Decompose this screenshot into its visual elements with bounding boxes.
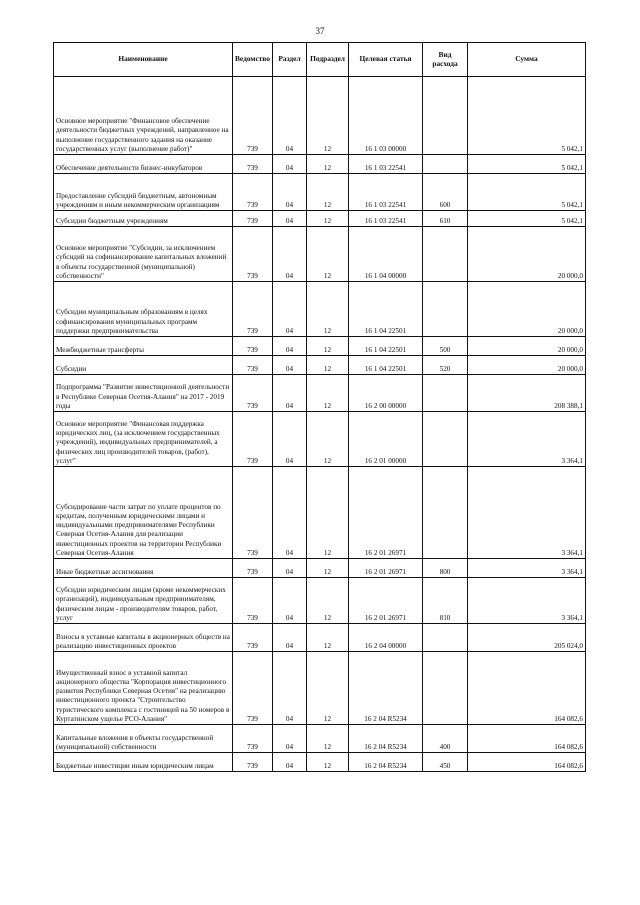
cell-sum: 5 042,1 — [468, 77, 586, 155]
table-row — [54, 211, 586, 227]
header-section: Раздел — [273, 43, 307, 77]
header-name: Наименование — [54, 43, 233, 77]
cell-target: 16 1 03 22541 — [349, 174, 423, 211]
cell-section: 04 — [273, 227, 307, 282]
cell-department: 739 — [233, 227, 273, 282]
cell-section: 04 — [273, 467, 307, 559]
cell-sum: 20 000,0 — [468, 337, 586, 356]
header-sum: Сумма — [468, 43, 586, 77]
table-row — [54, 227, 586, 282]
cell-subsection: 12 — [307, 412, 349, 467]
table-row — [54, 77, 586, 155]
table-row — [54, 375, 586, 412]
cell-subsection: 12 — [307, 227, 349, 282]
cell-subsection: 12 — [307, 155, 349, 174]
cell-section: 04 — [273, 77, 307, 155]
cell-expense-type — [423, 467, 468, 559]
cell-expense-type: 450 — [423, 753, 468, 772]
cell-department: 739 — [233, 356, 273, 375]
cell-target: 16 1 04 22501 — [349, 337, 423, 356]
cell-sum: 164 082,6 — [468, 753, 586, 772]
header-subsection: Подраздел — [307, 43, 349, 77]
cell-department: 739 — [233, 753, 273, 772]
cell-expense-type — [423, 77, 468, 155]
cell-name: Обеспечение деятельности бизнес-инкубаторов — [54, 155, 233, 174]
cell-section: 04 — [273, 412, 307, 467]
cell-name: Основное мероприятие "Финансовое обеспечение деятельности бюджетных учреждений, направленное на выполнение государственного задания на оказание государственных услуг (выполнение работ)" — [54, 77, 233, 155]
cell-subsection: 12 — [307, 337, 349, 356]
cell-name: Капитальные вложения в объекты государственной (муниципальной) собственности — [54, 725, 233, 753]
cell-department: 739 — [233, 725, 273, 753]
cell-name: Субсидирование части затрат по уплате процентов по кредитам, полученным юридическими лицами и индивидуальными предпринимателями Республики Северная Осетия-Алания для реализации инвестиционных проектов на территории Республики Северная Осетия-Алания — [54, 467, 233, 559]
table-row — [54, 155, 586, 174]
cell-expense-type — [423, 282, 468, 337]
cell-name: Бюджетные инвестиции иным юридическим лицам — [54, 753, 233, 772]
cell-sum: 3 364,1 — [468, 578, 586, 624]
cell-expense-type — [423, 652, 468, 725]
cell-department: 739 — [233, 174, 273, 211]
cell-expense-type — [423, 375, 468, 412]
cell-subsection: 12 — [307, 77, 349, 155]
cell-sum: 20 000,0 — [468, 356, 586, 375]
cell-section: 04 — [273, 282, 307, 337]
cell-expense-type: 520 — [423, 356, 468, 375]
header-expense-type: Вид расхода — [423, 43, 468, 77]
cell-sum: 20 000,0 — [468, 227, 586, 282]
cell-expense-type — [423, 227, 468, 282]
cell-section: 04 — [273, 725, 307, 753]
cell-expense-type: 810 — [423, 578, 468, 624]
cell-sum: 20 000,0 — [468, 282, 586, 337]
cell-subsection: 12 — [307, 559, 349, 578]
table-row — [54, 356, 586, 375]
table-row — [54, 412, 586, 467]
cell-subsection: 12 — [307, 211, 349, 227]
table-row — [54, 282, 586, 337]
cell-expense-type — [423, 155, 468, 174]
cell-name: Предоставление субсидий бюджетным, автономным учреждениям и иным некоммерческим организациям — [54, 174, 233, 211]
cell-subsection: 12 — [307, 356, 349, 375]
cell-department: 739 — [233, 652, 273, 725]
table-row — [54, 174, 586, 211]
cell-subsection: 12 — [307, 652, 349, 725]
cell-name: Взносы в уставные капиталы в акционерных обществ на реализацию инвестиционных проектов — [54, 624, 233, 652]
header-target: Целевая статья — [349, 43, 423, 77]
cell-department: 739 — [233, 375, 273, 412]
cell-department: 739 — [233, 282, 273, 337]
cell-section: 04 — [273, 174, 307, 211]
table-row — [54, 652, 586, 725]
cell-department: 739 — [233, 337, 273, 356]
cell-section: 04 — [273, 155, 307, 174]
cell-name: Имущественный взнос в уставной капитал акционерного общества "Корпорация инвестиционного развития Республики Северная Осетия" на реализацию инвестиционного проекта "Строительство туристического комплекса с гостиницей на 50 номеров в Куртатинском ущелье РСО-Алания" — [54, 652, 233, 725]
cell-target: 16 2 01 26971 — [349, 559, 423, 578]
page-number: 37 — [315, 26, 325, 36]
cell-expense-type: 800 — [423, 559, 468, 578]
cell-sum: 5 042,1 — [468, 174, 586, 211]
cell-target: 16 1 03 22541 — [349, 155, 423, 174]
cell-sum: 5 042,1 — [468, 155, 586, 174]
cell-name: Субсидии — [54, 356, 233, 375]
cell-name: Иные бюджетные ассигнования — [54, 559, 233, 578]
cell-name: Межбюджетные трансферты — [54, 337, 233, 356]
cell-section: 04 — [273, 652, 307, 725]
budget-table — [53, 42, 586, 772]
header-department: Ведомство — [233, 43, 273, 77]
cell-section: 04 — [273, 337, 307, 356]
table-row — [54, 624, 586, 652]
table-row — [54, 559, 586, 578]
cell-expense-type — [423, 412, 468, 467]
cell-section: 04 — [273, 559, 307, 578]
cell-target: 16 2 00 00000 — [349, 375, 423, 412]
cell-target: 16 1 04 22501 — [349, 282, 423, 337]
cell-expense-type: 400 — [423, 725, 468, 753]
cell-target: 16 2 01 26971 — [349, 578, 423, 624]
table-header-row — [54, 43, 586, 77]
cell-department: 739 — [233, 624, 273, 652]
cell-department: 739 — [233, 412, 273, 467]
cell-department: 739 — [233, 578, 273, 624]
cell-subsection: 12 — [307, 467, 349, 559]
cell-sum: 164 082,6 — [468, 652, 586, 725]
cell-target: 16 1 04 00000 — [349, 227, 423, 282]
cell-sum: 164 082,6 — [468, 725, 586, 753]
cell-target: 16 1 03 22541 — [349, 211, 423, 227]
cell-expense-type: 610 — [423, 211, 468, 227]
cell-subsection: 12 — [307, 174, 349, 211]
table-row — [54, 337, 586, 356]
cell-section: 04 — [273, 375, 307, 412]
cell-section: 04 — [273, 356, 307, 375]
cell-target: 16 2 01 26971 — [349, 467, 423, 559]
table-row — [54, 725, 586, 753]
cell-name: Субсидии юридическим лицам (кроме некоммерческих организаций), индивидуальным предпринимателям, физическим лицам - производителям товаров, работ, услуг — [54, 578, 233, 624]
cell-section: 04 — [273, 753, 307, 772]
cell-name: Подпрограмма "Развитие инвестиционной деятельности в Республике Северная Осетия-Алания" на 2017 - 2019 годы — [54, 375, 233, 412]
cell-target: 16 2 01 00000 — [349, 412, 423, 467]
cell-section: 04 — [273, 211, 307, 227]
cell-target: 16 2 04 R5234 — [349, 753, 423, 772]
cell-department: 739 — [233, 211, 273, 227]
cell-expense-type — [423, 624, 468, 652]
cell-name: Основное мероприятие "Финансовая поддержка юридических лиц, (за исключением государственных учреждений), индивидуальных предпринимателей, а физических лиц производителей товаров, (работ), услуг" — [54, 412, 233, 467]
cell-sum: 3 364,1 — [468, 412, 586, 467]
cell-subsection: 12 — [307, 578, 349, 624]
table-row — [54, 467, 586, 559]
cell-sum: 208 388,1 — [468, 375, 586, 412]
cell-sum: 205 024,0 — [468, 624, 586, 652]
cell-name: Субсидии муниципальным образованиям в целях софинансирования муниципальных программ поддержки предпринимательства — [54, 282, 233, 337]
cell-subsection: 12 — [307, 725, 349, 753]
cell-department: 739 — [233, 467, 273, 559]
cell-section: 04 — [273, 624, 307, 652]
cell-sum: 3 364,1 — [468, 467, 586, 559]
cell-name: Субсидии бюджетным учреждениям — [54, 211, 233, 227]
cell-sum: 3 364,1 — [468, 559, 586, 578]
cell-department: 739 — [233, 559, 273, 578]
cell-target: 16 1 04 22501 — [349, 356, 423, 375]
cell-expense-type: 500 — [423, 337, 468, 356]
table-row — [54, 578, 586, 624]
cell-sum: 5 042,1 — [468, 211, 586, 227]
cell-subsection: 12 — [307, 624, 349, 652]
cell-target: 16 2 04 R5234 — [349, 652, 423, 725]
cell-target: 16 2 04 R5234 — [349, 725, 423, 753]
cell-section: 04 — [273, 578, 307, 624]
cell-department: 739 — [233, 155, 273, 174]
cell-subsection: 12 — [307, 375, 349, 412]
cell-target: 16 2 04 00000 — [349, 624, 423, 652]
table-row — [54, 753, 586, 772]
cell-department: 739 — [233, 77, 273, 155]
cell-target: 16 1 03 00000 — [349, 77, 423, 155]
cell-subsection: 12 — [307, 282, 349, 337]
cell-name: Основное мероприятие "Субсидии, за исключением субсидий на софинансирование капитальных вложений в объекты государственной (муниципальной) собственности" — [54, 227, 233, 282]
cell-subsection: 12 — [307, 753, 349, 772]
cell-expense-type: 600 — [423, 174, 468, 211]
